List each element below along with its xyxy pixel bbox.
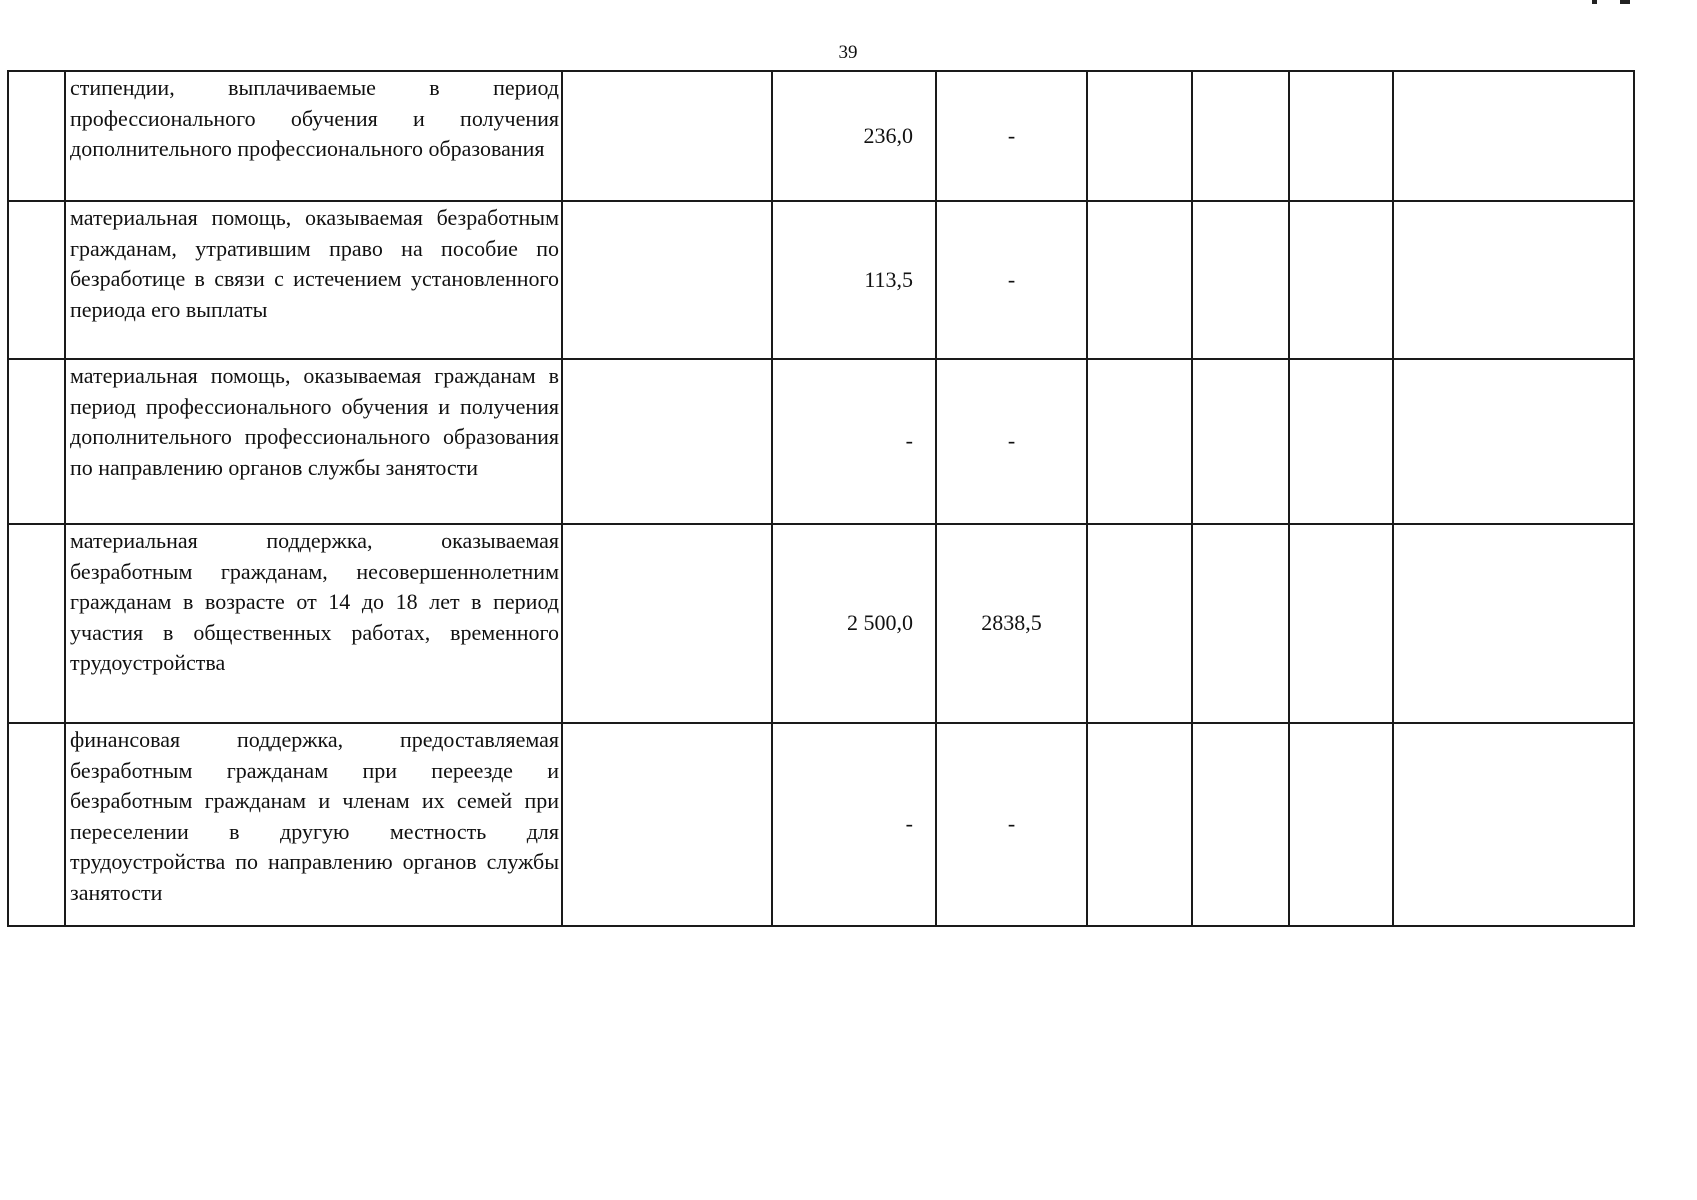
value-cell-1: - [772, 723, 936, 926]
value-cell-1: 113,5 [772, 201, 936, 359]
value-cell-1: 2 500,0 [772, 524, 936, 723]
empty-cell [1289, 524, 1393, 723]
table-row [8, 723, 1634, 926]
value-cell-2: - [936, 71, 1087, 201]
empty-cell [1192, 71, 1289, 201]
empty-cell [562, 723, 772, 926]
empty-cell [1087, 723, 1192, 926]
empty-cell [1192, 723, 1289, 926]
scan-mark [1620, 0, 1630, 4]
empty-cell [1393, 71, 1634, 201]
empty-cell [562, 359, 772, 524]
value-cell-1: 236,0 [772, 71, 936, 201]
value-cell-2: 2838,5 [936, 524, 1087, 723]
row-description: стипендии, выплачиваемые в период профессионального обучения и получения дополнительного профессионального образования [65, 71, 562, 201]
table-row [8, 359, 1634, 524]
row-index-cell [8, 524, 65, 723]
value-cell-2: - [936, 201, 1087, 359]
empty-cell [1289, 201, 1393, 359]
empty-cell [562, 201, 772, 359]
row-index-cell [8, 71, 65, 201]
table-row [8, 71, 1634, 201]
table-row [8, 524, 1634, 723]
row-index-cell [8, 201, 65, 359]
table-row [8, 201, 1634, 359]
empty-cell [562, 71, 772, 201]
row-index-cell [8, 359, 65, 524]
row-description: материальная помощь, оказываемая гражданам в период профессионального обучения и получения дополнительного профессионального образования по направлению органов службы занятости [65, 359, 562, 524]
empty-cell [1192, 359, 1289, 524]
page-number: 39 [838, 42, 858, 63]
empty-cell [1087, 524, 1192, 723]
empty-cell [1393, 723, 1634, 926]
empty-cell [1393, 201, 1634, 359]
empty-cell [1289, 71, 1393, 201]
scan-mark [1592, 0, 1597, 4]
empty-cell [1087, 201, 1192, 359]
empty-cell [1393, 524, 1634, 723]
empty-cell [1087, 71, 1192, 201]
empty-cell [1289, 723, 1393, 926]
empty-cell [1087, 359, 1192, 524]
empty-cell [1289, 359, 1393, 524]
row-index-cell [8, 723, 65, 926]
empty-cell [1192, 201, 1289, 359]
row-description: материальная помощь, оказываемая безработным гражданам, утратившим право на пособие по безработице в связи с истечением установленного периода его выплаты [65, 201, 562, 359]
empty-cell [1393, 359, 1634, 524]
budget-table [7, 70, 1635, 927]
value-cell-2: - [936, 359, 1087, 524]
empty-cell [562, 524, 772, 723]
empty-cell [1192, 524, 1289, 723]
row-description: финансовая поддержка, предоставляемая безработным гражданам при переезде и безработным гражданам и членам их семей при переселении в другую местность для трудоустройства по направлению органов службы занятости [65, 723, 562, 926]
value-cell-1: - [772, 359, 936, 524]
value-cell-2: - [936, 723, 1087, 926]
row-description: материальная поддержка, оказываемая безработным гражданам, несовершеннолетним гражданам в возрасте от 14 до 18 лет в период участия в общественных работах, временного трудоустройства [65, 524, 562, 723]
